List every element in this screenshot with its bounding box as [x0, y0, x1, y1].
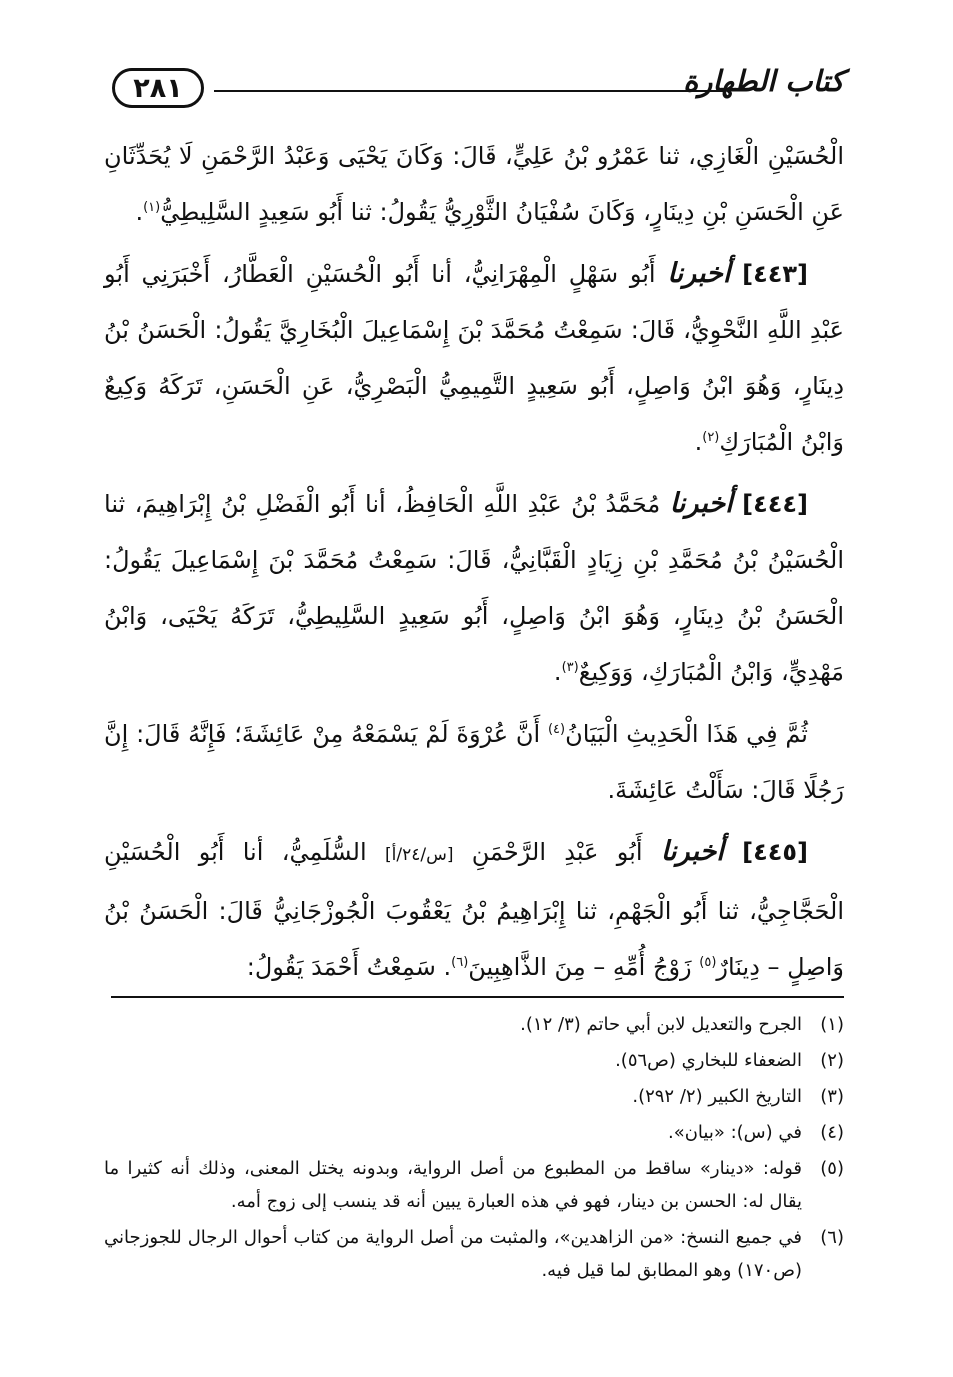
hadith-443-text: أَبُو سَهْلٍ الْمِهْرَانِيُّ، أنا أَبُو الْحُسَيْنِ الْعَطَّارُ، أَخْبَرَنِي أَبُو عَبْدِ اللَّهِ النَّحْوِيُّ، قَالَ: سَمِعْتُ مُحَمَّدَ بْنَ إِسْمَاعِيلَ الْبُخَارِيَّ يَقُولُ: الْحَسَنُ بْنُ دِينَارٍ، وَهُوَ ابْنُ وَاصِلٍ، أَبُو سَعِيدٍ التَّمِيمِيُّ الْبَصْرِيُّ، عَنِ الْحَسَنِ، تَرَكَهُ وَكِيعٌ وَابْنُ الْمُبَارَكِ: [104, 260, 844, 456]
hadith-445-text-d: . سَمِعْتُ أَحْمَدَ يَقُولُ:: [246, 953, 452, 981]
footnote-mark: (١): [820, 1014, 844, 1035]
hadith-number-443: [٤٤٣]: [742, 260, 808, 288]
paragraph-1-text: الْحُسَيْنِ الْغَازِي، ثنا عَمْرُو بْنُ عَلِيٍّ، قَالَ: وَكَانَ يَحْيَى وَعَبْدُ الرَّحْمَنِ لَا يُحَدِّثَانِ عَنِ الْحَسَنِ بْنِ دِينَارٍ، وَكَانَ سُفْيَانُ الثَّوْرِيُّ يَقُولُ: ثنا أَبُو سَعِيدٍ السَّلِيطِيُّ: [104, 142, 844, 226]
header-rule: [214, 90, 726, 92]
footnote-mark: (٢): [820, 1050, 844, 1071]
footnote-1: [104, 1008, 844, 1041]
footnote-ref-2: (٢): [702, 430, 720, 445]
commentary-text-b: أَنَّ عُرْوَةَ لَمْ يَسْمَعْهُ مِنْ عَائِشَةَ؛ فَإِنَّهُ قَالَ: إِنَّ رَجُلًا قَالَ: سَأَلْتُ عَائِشَةَ.: [104, 720, 844, 804]
footnote-text: قوله: «دينار» ساقط من المطبوع من أصل الرواية، وبدونه يختل المعنى، وذلك أنه كثيرا ما يقال له: الحسن بن دينار، فهو في هذه العبارة يبين أنه قد ينسب إلى زوج أمه.: [104, 1158, 802, 1212]
hadith-443-end: .: [694, 428, 703, 456]
manuscript-folio-ref: [س/٢٤/أ]: [384, 845, 454, 865]
footnote-mark: (٣): [820, 1086, 844, 1107]
footnote-text: الجرح والتعديل لابن أبي حاتم (٣/ ١٢).: [520, 1014, 802, 1035]
footnote-ref-1: (١): [143, 200, 161, 215]
book-title: كتاب الطهارة: [683, 64, 844, 98]
footnote-text: التاريخ الكبير (٢/ ٢٩٢).: [632, 1086, 802, 1107]
footnote-5: [104, 1152, 844, 1218]
hadith-number-445: [٤٤٥]: [742, 838, 808, 866]
akhbarana-keyword: أخبرنا: [660, 836, 724, 867]
footnote-mark: (٤): [820, 1122, 844, 1143]
footnote-mark: (٦): [820, 1227, 844, 1248]
paragraph-1: [104, 128, 844, 240]
footnote-4: [104, 1116, 844, 1149]
footnote-text: في (س): «بيان».: [667, 1122, 802, 1143]
hadith-444-end: .: [553, 658, 562, 686]
commentary-text-a: ثُمَّ فِي هَذَا الْحَدِيثِ الْبَيَانُ: [565, 720, 808, 748]
footnote-ref-4: (٤): [547, 722, 566, 737]
footnote-ref-3: (٣): [561, 660, 579, 675]
akhbarana-keyword: أخبرنا: [669, 488, 733, 519]
hadith-445-text-c: زَوْجُ أُمِّهِ – مِنَ الذَّاهِبِينَ: [468, 953, 692, 981]
akhbarana-keyword: أخبرنا: [667, 258, 731, 289]
hadith-443: [104, 246, 844, 470]
commentary-paragraph: [104, 706, 844, 818]
footnote-ref-6: (٦): [451, 955, 469, 970]
footnote-3: [104, 1080, 844, 1113]
hadith-444: [104, 476, 844, 700]
footnote-mark: (٥): [820, 1158, 844, 1179]
footnote-6: [104, 1221, 844, 1287]
footnote-text: الضعفاء للبخاري (ص٥٦).: [615, 1050, 802, 1071]
hadith-445: [104, 824, 844, 995]
hadith-445-text-a: أَبُو عَبْدِ الرَّحْمَنِ: [471, 838, 643, 866]
footnote-text: في جميع النسخ: «من الزاهدين»، والمثبت من أصل الرواية من كتاب أحوال الرجال للجوزجاني (ص١٧٠) وهو المطابق لما قيل فيه.: [104, 1227, 802, 1281]
page-number: ٢٨١: [112, 68, 204, 108]
footnote-ref-5: (٥): [699, 955, 717, 970]
footnotes: [104, 1008, 844, 1290]
hadith-444-text: مُحَمَّدُ بْنُ عَبْدِ اللَّهِ الْحَافِظُ، أنا أَبُو الْفَضْلِ بْنُ إِبْرَاهِيمَ، ثنا الْحُسَيْنُ بْنُ مُحَمَّدِ بْنِ زِيَادٍ الْقَبَّانِيُّ، قَالَ: سَمِعْتُ مُحَمَّدَ بْنَ إِسْمَاعِيلَ يَقُولُ: الْحَسَنُ بْنُ دِينَارٍ، وَهُوَ ابْنُ وَاصِلٍ، أَبُو سَعِيدٍ السَّلِيطِيُّ، تَرَكَهُ يَحْيَى، وَابْنُ مَهْدِيٍّ، وَابْنُ الْمُبَارَكِ، وَوَكِيعٌ: [104, 490, 844, 686]
footnote-separator: [111, 996, 844, 998]
hadith-number-444: [٤٤٤]: [742, 490, 808, 518]
footnote-2: [104, 1044, 844, 1077]
main-text: [104, 128, 844, 1001]
hadith-445-text-b: السُّلَمِيُّ، أنا أَبُو الْحُسَيْنِ الْحَجَّاجِيُّ، ثنا أَبُو الْجَهْمِ، ثنا إِبْرَاهِيمُ بْنُ يَعْقُوبَ الْجُوزْجَانِيُّ قَالَ: الْحَسَنُ بْنُ وَاصِلٍ – دِينَارٌ: [104, 838, 844, 981]
paragraph-1-end: .: [135, 198, 144, 226]
page-header: [112, 62, 844, 118]
